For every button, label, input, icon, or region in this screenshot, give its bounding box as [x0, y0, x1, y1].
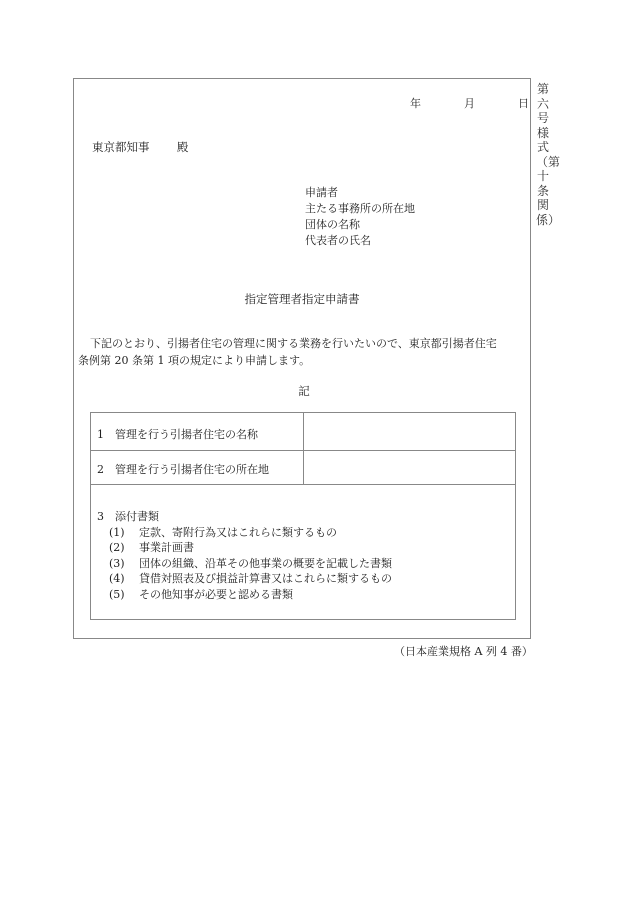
row-label-housing-address: 2 管理を行う引揚者住宅の所在地 [97, 463, 269, 476]
addressee [92, 139, 188, 155]
document-title: 指定管理者指定申請書 [244, 292, 360, 306]
date-day: 日 [518, 97, 529, 110]
form-number-label: 第六号様式（第十条関係） [536, 82, 561, 227]
application-table [90, 412, 516, 620]
addressee-name: 東京都知事 [92, 140, 150, 154]
body-text [78, 335, 530, 369]
attachment-item: (5) その他知事が必要と認める書類 [109, 587, 293, 601]
addressee-honorific: 殿 [176, 140, 189, 154]
row-label-housing-name: 1 管理を行う引揚者住宅の名称 [97, 428, 258, 441]
column-divider [303, 413, 304, 485]
attachment-item: (1) 定款、寄附行為又はこれらに類するもの [109, 525, 337, 539]
attachment-item: (4) 貸借対照表及び損益計算書又はこれらに類するもの [109, 572, 392, 585]
applicant-office-address: 主たる事務所の所在地 [305, 202, 415, 215]
date-line [410, 95, 529, 111]
paper-size-note: （日本産業規格 A 列 4 番） [394, 645, 533, 658]
body-line-2: 条例第 20 条第 1 項の規定により申請します。 [78, 354, 311, 367]
date-month: 月 [464, 97, 475, 110]
body-line-1: 下記のとおり、引揚者住宅の管理に関する業務を行いたいので、東京都引揚者住宅 [90, 337, 497, 350]
ki-heading: 記 [298, 384, 310, 398]
applicant-representative-name: 代表者の氏名 [305, 234, 371, 247]
applicant-organization-name: 団体の名称 [305, 218, 360, 231]
attachments-heading: 3 添付書類 [97, 510, 159, 523]
attachment-item: (2) 事業計画書 [109, 541, 194, 554]
date-year: 年 [410, 97, 421, 110]
attachments-section [97, 509, 392, 602]
attachment-item: (3) 団体の組織、沿革その他事業の概要を記載した書類 [109, 556, 392, 570]
applicant-block [305, 185, 415, 249]
applicant-heading: 申請者 [305, 186, 338, 199]
